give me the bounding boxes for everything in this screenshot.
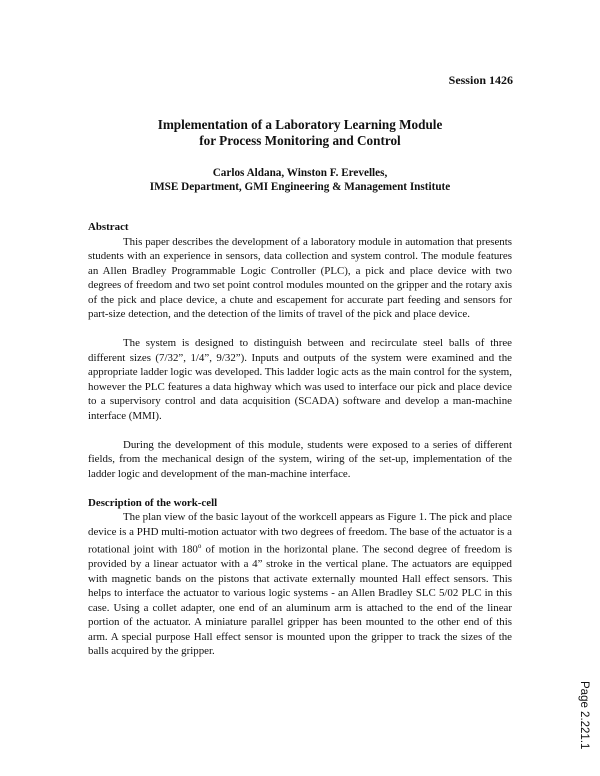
- paper-body: [88, 220, 512, 659]
- title-line-2: for Process Monitoring and Control: [199, 133, 401, 148]
- abstract-paragraph-3: During the development of this module, students were exposed to a series of different fields, from the mechanical design of the system, wiring of the set-up, implementation of the ladder logic and development of the man-machine interface.: [88, 438, 512, 480]
- page-number: Page 2.221.1: [578, 681, 590, 750]
- paper-title: [0, 117, 600, 149]
- abstract-paragraph-1: This paper describes the development of a laboratory module in automation that presents students with an experience in sensors, data collection and system control. The module features an Allen Bradley Programmable Logic Controller (PLC), a pick and place device with two degrees of freedom and two set point control modules mounted on the gripper and the rotary axis of the pick and place device, a chute and escapement for accurate part feeding and sensors for part-size detection, and the detection of the limits of travel of the pick and place device.: [88, 235, 512, 320]
- authors-line-1: Carlos Aldana, Winston F. Erevelles,: [212, 167, 388, 179]
- degree-superscript: o: [197, 542, 202, 550]
- workcell-heading: Description of the work-cell: [88, 496, 218, 509]
- abstract-heading: Abstract: [88, 221, 129, 233]
- session-number: Session 1426: [448, 73, 513, 87]
- workcell-paragraph-1: [88, 510, 512, 659]
- author-block: [0, 166, 600, 194]
- authors-line-2: IMSE Department, GMI Engineering & Management Institute: [149, 181, 451, 193]
- abstract-paragraph-2: The system is designed to distinguish between and recirculate steel balls of three different sizes (7/32”, 1/4”, 9/32”). Inputs and outputs of the system were examined and the appropriate ladder logic was developed. This ladder logic acts as the main control for the system, however the PLC features a data highway which was used to interface our pick and place device to a supervisory control and data acquisition (SCADA) software and develop a man-machine interface (MMI).: [88, 337, 512, 422]
- page-number-margin: [578, 681, 594, 751]
- title-line-1: Implementation of a Laboratory Learning Module: [157, 117, 443, 132]
- workcell-text-b: of motion in the horizontal plane. The second degree of freedom is provided by a linear actuator with a 4” stroke in the vertical plane. The actuators are equipped with magnetic bands on the pistons that activate externally mounted Hall effect sensors. This helps to interface the actuator to various logic systems - an Allen Bradley SLC 5/02 PLC in this case. Using a collet adapter, one end of an aluminum arm is attached to the end of the linear portion of the actuator. A miniature parallel gripper has been mounted to the other end of this arm. A special purpose Hall effect sensor is mounted upon the gripper to track the sizes of the balls acquired by the gripper.: [88, 543, 513, 658]
- workcell-text-a: The plan view of the basic layout of the workcell appears as Figure 1. The pick and place device is a PHD multi-motion actuator with two degrees of freedom. The base of the actuator is a rotational joint with 180: [88, 511, 512, 556]
